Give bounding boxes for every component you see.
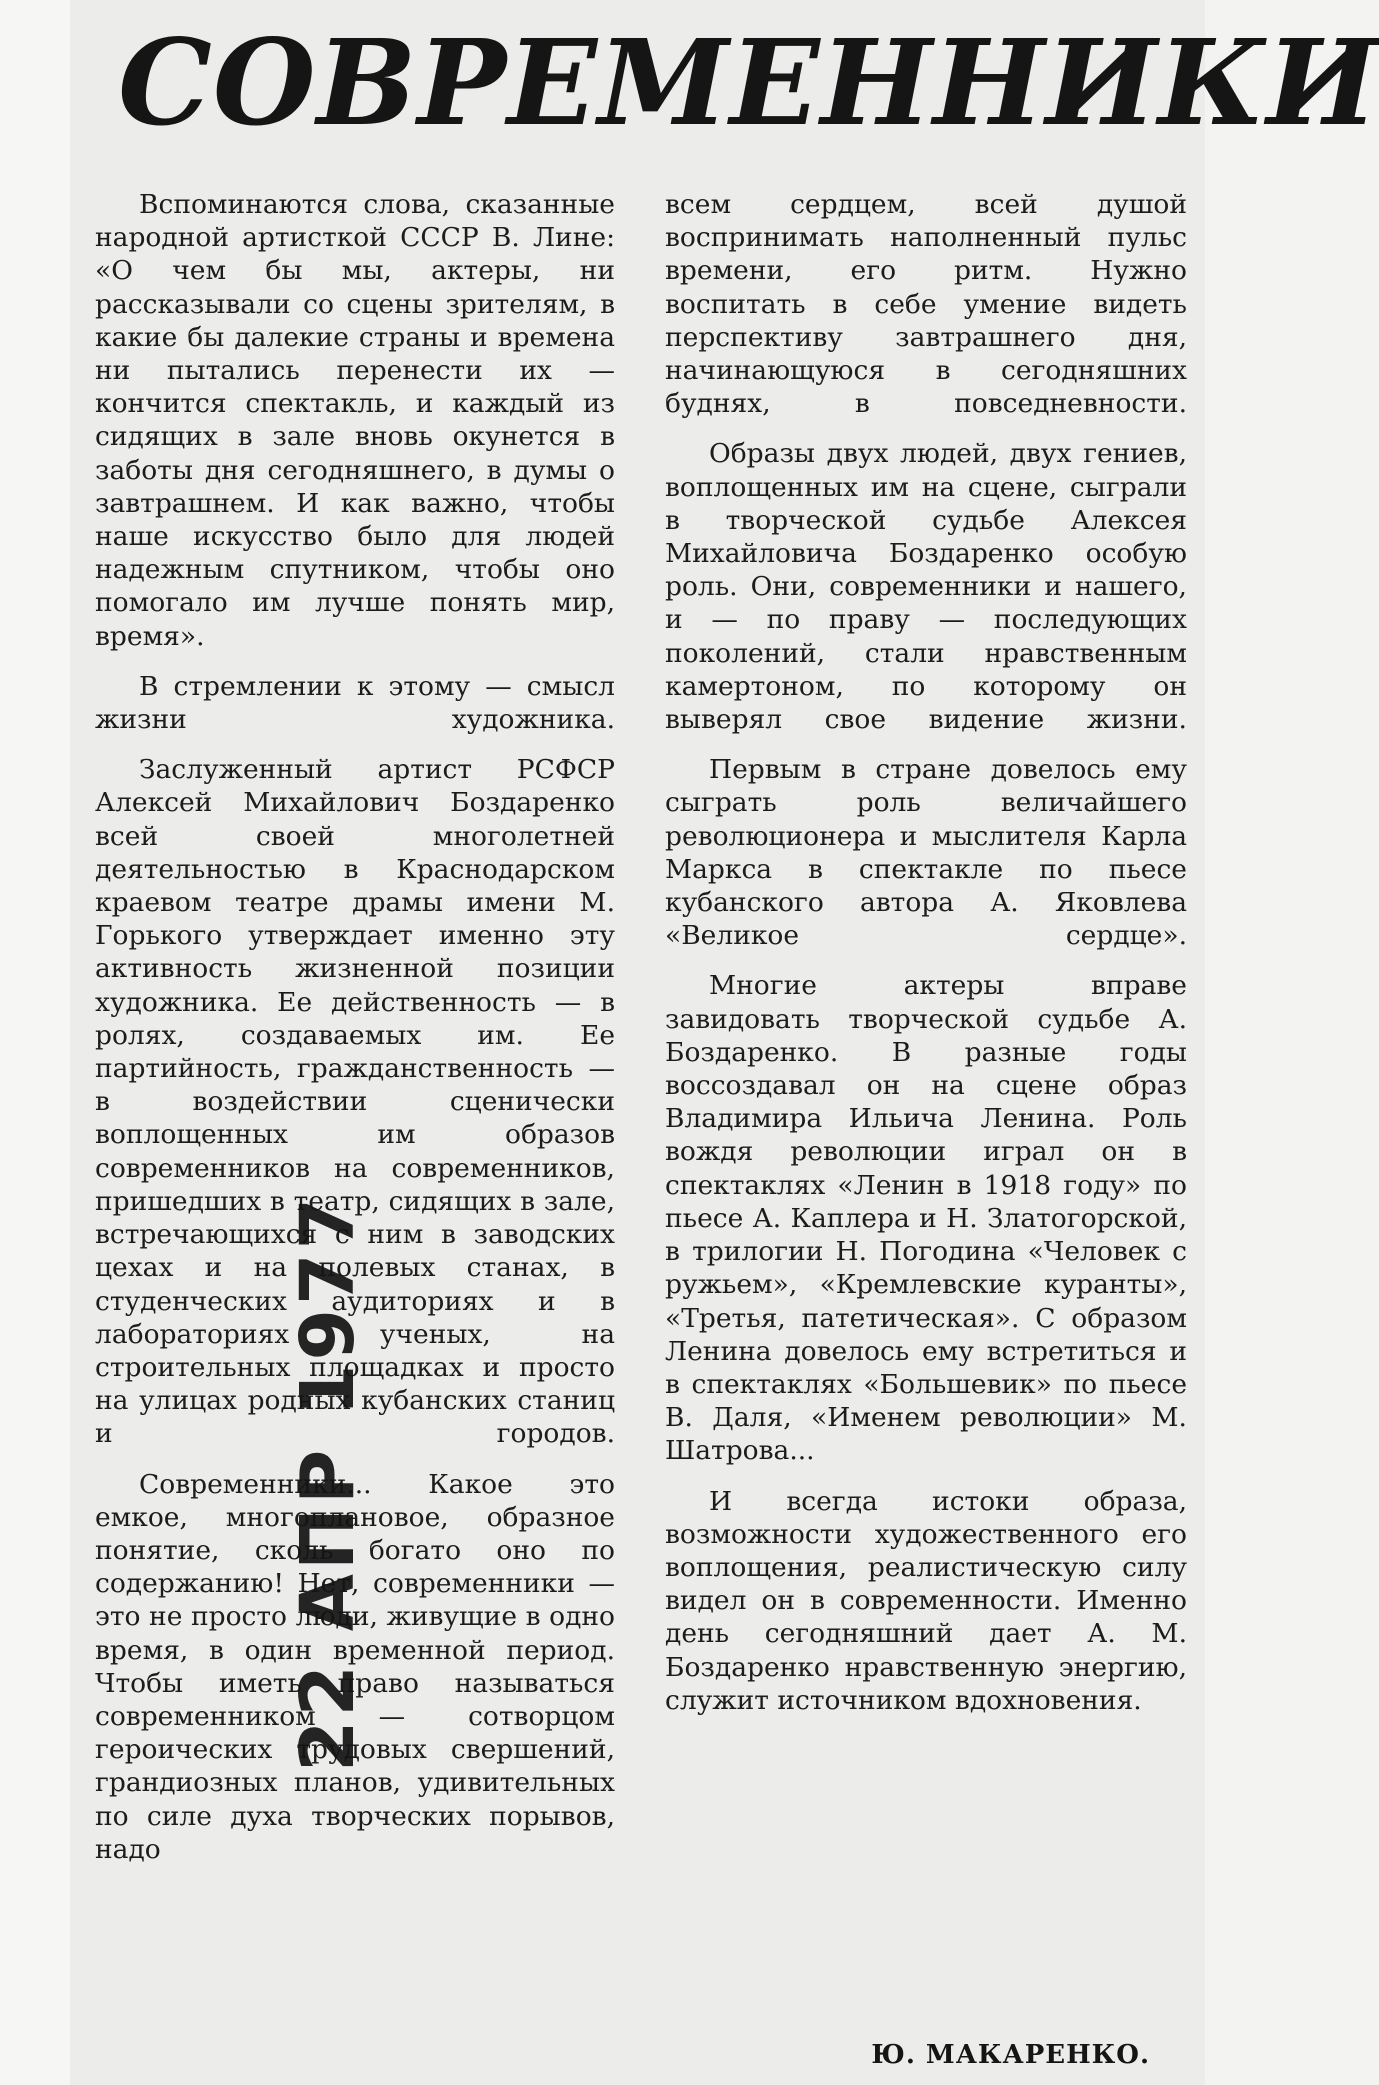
paragraph: В стремлении к этому — смысл жизни художника.: [95, 670, 615, 736]
paragraph: Образы двух людей, двух гениев, воплощенных им на сцене, сыграли в творческой судьбе Алексея Михайловича Боздаренко особую роль. Они, современники и нашего, и — по праву — последующих поколений, стали нравственным камертоном, по которому он выверял свое видение жизни.: [665, 438, 1187, 736]
paragraph: Современники... Какое это емкое, многоплановое, образное понятие, сколь богато оно по содержанию! Нет, современники — это не просто люди, живущие в одно время, в один временной период. Чтобы иметь право называться современником — сотворцом героических трудовых свершений, грандиозных планов, удивительных по силе духа творческих порывов, надо: [95, 1468, 615, 1865]
paragraph: Заслуженный артист РСФСР Алексей Михайлович Боздаренко всей своей многолетней деятельностью в Краснодарском краевом театре драмы имени М. Горького утверждает именно эту активность жизненной позиции художника. Ее действенность — в ролях, создаваемых им. Ее партийность, гражданственность — в воздействии сценически воплощенных им образов современников на современников, пришедших в театр, сидящих в зале, встречающихся с ним в заводских цехах и на полевых станах, в студенческих аудиториях и в лабораториях ученых, на строительных площадках и просто на улицах родных кубанских станиц и городов.: [95, 754, 615, 1450]
paragraph: Многие актеры вправе завидовать творческой судьбе А. Боздаренко. В разные годы воссоздавал он на сцене образ Владимира Ильича Ленина. Роль вождя революции играл он в спектаклях «Ленин в 1918 году» по пьесе А. Каплера и Н. Златогорской, в трилогии Н. Погодина «Человек с ружьем», «Кремлевские куранты», «Третья, патетическая». С образом Ленина довелось ему встретиться и в спектаклях «Большевик» по пьесе В. Даля, «Именем революции» М. Шатрова...: [665, 970, 1187, 1467]
article-column-left: [95, 188, 615, 1866]
paragraph: Вспоминаются слова, сказанные народной артисткой СССР В. Лине: «О чем бы мы, актеры, ни рассказывали со сцены зрителям, в какие бы далекие страны и времена ни пытались перенести их — кончится спектакль, и каждый из сидящих в зале вновь окунется в заботы дня сегодняшнего, в думы о завтрашнем. И как важно, чтобы наше искусство было для людей надежным спутником, чтобы оно помогало им лучше понять мир, время».: [95, 189, 615, 652]
clipping-margin: [0, 0, 70, 2085]
stamp-date: 22 АПР 1977: [285, 1194, 371, 1772]
article-column-right: [665, 188, 1187, 1717]
paragraph: всем сердцем, всей душой воспринимать наполненный пульс времени, его ритм. Нужно воспитать в себе умение видеть перспективу завтрашнего дня, начинающуюся в сегодняшних буднях, в повседневности.: [665, 189, 1187, 420]
article-byline: Ю. МАКАРЕНКО.: [871, 2040, 1150, 2070]
article-headline: СОВРЕМЕННИКИ: [118, 13, 1379, 152]
paragraph: Первым в стране довелось ему сыграть роль величайшего революционера и мыслителя Карла Маркса в спектакле по пьесе кубанского автора А. Яковлева «Великое сердце».: [665, 754, 1187, 952]
paragraph: И всегда истоки образа, возможности художественного его воплощения, реалистическую силу видел он в современности. Именно день сегодняшний дает А. М. Боздаренко нравственную энергию, служит источником вдохновения.: [665, 1485, 1187, 1716]
